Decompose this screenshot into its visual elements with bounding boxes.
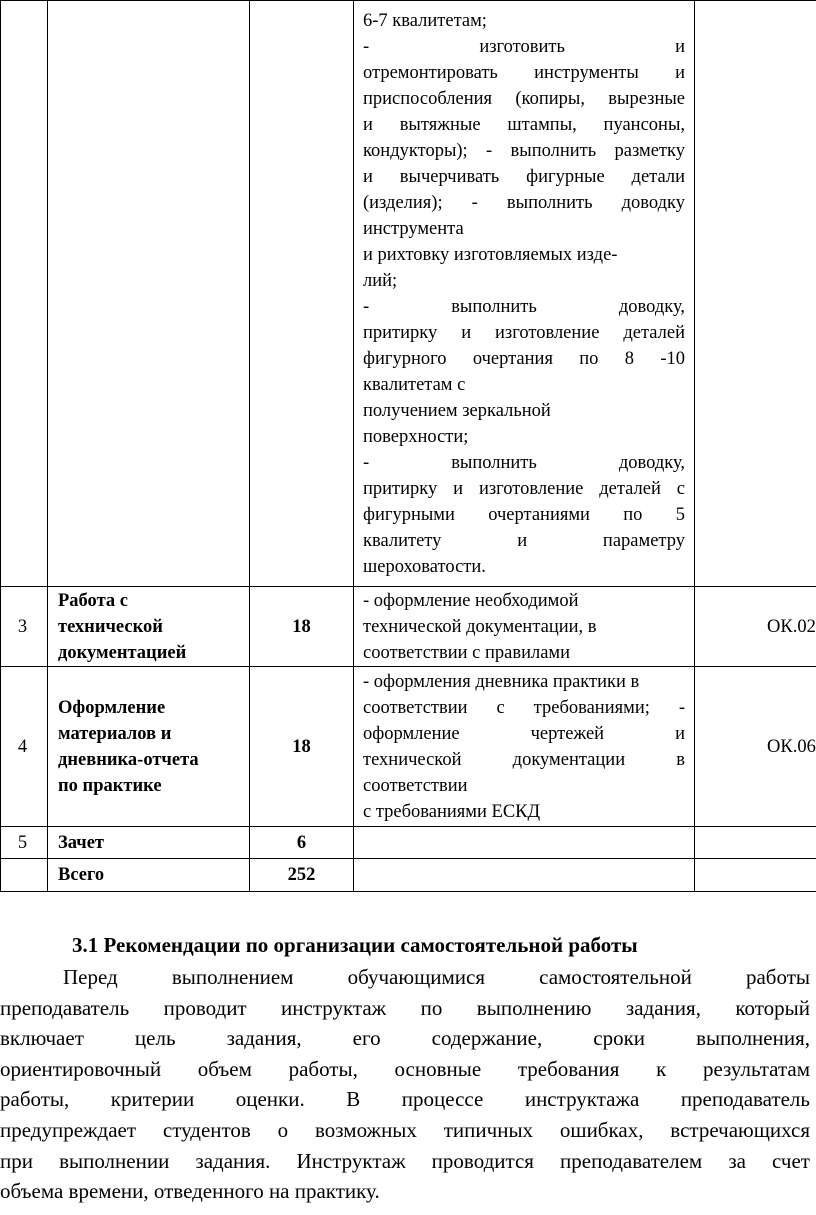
- cell-line: инструмента: [363, 218, 464, 239]
- cell-line: квалитетам с: [363, 374, 466, 395]
- total-hours: 252: [250, 859, 354, 892]
- cell-line: и вытяжные штампы, пуансоны,: [363, 114, 685, 135]
- cell-line: соответствии: [363, 775, 468, 796]
- paragraph-line: включает цель задания, его содержание, сроки выполнения,: [0, 1026, 810, 1051]
- row-hours: 18: [250, 587, 354, 667]
- section-paragraph: [0, 962, 810, 1207]
- row-title-cell: [48, 1, 250, 587]
- cell-line: - выполнить доводку,: [363, 296, 685, 317]
- cell-line: соответствии с требованиями; -: [363, 697, 685, 718]
- row-title: [48, 587, 250, 667]
- table-row-total: [1, 859, 816, 892]
- paragraph-line: работы, критерии оценки. В процессе инструктажа преподаватель: [0, 1087, 810, 1112]
- cell-line: отремонтировать инструменты и: [363, 62, 685, 83]
- cell-line: Оформление: [58, 697, 166, 718]
- paragraph-line: объема времени, отведенного на практику.: [0, 1179, 380, 1204]
- cell-line: приспособления (копиры, вырезные: [363, 88, 685, 109]
- row-competency: [695, 827, 816, 859]
- paragraph-line: преподаватель проводит инструктаж по выполнению задания, который: [0, 995, 810, 1020]
- row-content-cell: [354, 1, 695, 587]
- cell-line: фигурного очертания по 8 -10: [363, 348, 685, 369]
- cell-line: (изделия); - выполнить доводку: [363, 192, 685, 213]
- cell-line: и рихтовку изготовляемых изде-: [363, 244, 618, 265]
- row-hours-cell: [250, 1, 354, 587]
- row-number: 3: [1, 587, 48, 667]
- row-content: [354, 827, 695, 859]
- row-competency: [695, 859, 816, 892]
- paragraph-line: при выполнении задания. Инструктаж проводится преподавателем за счет: [0, 1148, 810, 1173]
- cell-line: Всего: [58, 865, 105, 885]
- row-hours: 18: [250, 667, 354, 827]
- row-hours: 6: [250, 827, 354, 859]
- cell-line: технической: [58, 616, 163, 637]
- row-content: [354, 859, 695, 892]
- cell-line: соответствии с правилами: [363, 642, 571, 663]
- cell-line: квалитету и параметру: [363, 530, 685, 551]
- row-competency: ОК.06: [695, 667, 816, 827]
- cell-line: по практике: [58, 775, 162, 796]
- cell-line: Зачет: [58, 832, 105, 853]
- table-row: [1, 827, 816, 859]
- cell-line: притирку и изготовление деталей с: [363, 478, 685, 499]
- paragraph-line: ориентировочный объем работы, основные требования к результатам: [0, 1056, 810, 1081]
- cell-line: технической документации в: [363, 749, 685, 770]
- cell-line: оформление чертежей и: [363, 723, 685, 744]
- cell-line: и вычерчивать фигурные детали: [363, 166, 685, 187]
- cell-line: - оформления дневника практики в: [363, 671, 640, 692]
- table-row-continued: [1, 1, 816, 587]
- cell-line: дневника-отчета: [58, 749, 199, 770]
- cell-line: шероховатости.: [363, 556, 486, 577]
- cell-line: документацией: [58, 642, 187, 663]
- cell-line: поверхности;: [363, 426, 469, 447]
- cell-line: - изготовить и: [363, 36, 685, 57]
- cell-line: 6-7 квалитетам;: [363, 10, 487, 31]
- table-row: [1, 587, 816, 667]
- cell-line: кондукторы); - выполнить разметку: [363, 140, 685, 161]
- cell-line: - выполнить доводку,: [363, 452, 685, 473]
- total-label: [48, 859, 250, 892]
- row-number: 4: [1, 667, 48, 827]
- table-row: [1, 667, 816, 827]
- row-number-cell: [1, 1, 48, 587]
- cell-line: - оформление необходимой: [363, 590, 579, 611]
- row-competency-cell: [695, 1, 816, 587]
- row-title: [48, 827, 250, 859]
- cell-line: фигурными очертаниями по 5: [363, 504, 685, 525]
- section-heading: 3.1 Рекомендации по организации самостоятельной работы: [72, 933, 638, 957]
- cell-line: получением зеркальной: [363, 400, 551, 421]
- cell-line: лий;: [363, 270, 398, 291]
- row-number: [1, 859, 48, 892]
- row-title: [48, 667, 250, 827]
- cell-line: с требованиями ЕСКД: [363, 801, 541, 822]
- cell-line: Работа с: [58, 590, 128, 611]
- cell-line: притирку и изготовление деталей: [363, 322, 685, 343]
- row-content: [354, 587, 695, 667]
- paragraph-line: предупреждает студентов о возможных типичных ошибках, встречающихся: [0, 1117, 810, 1142]
- row-competency: ОК.02: [695, 587, 816, 667]
- row-content: [354, 667, 695, 827]
- cell-line: технической документации, в: [363, 616, 597, 637]
- row-number: 5: [1, 827, 48, 859]
- cell-line: материалов и: [58, 723, 172, 744]
- paragraph-line: Перед выполнением обучающимися самостоятельной работы: [63, 965, 810, 989]
